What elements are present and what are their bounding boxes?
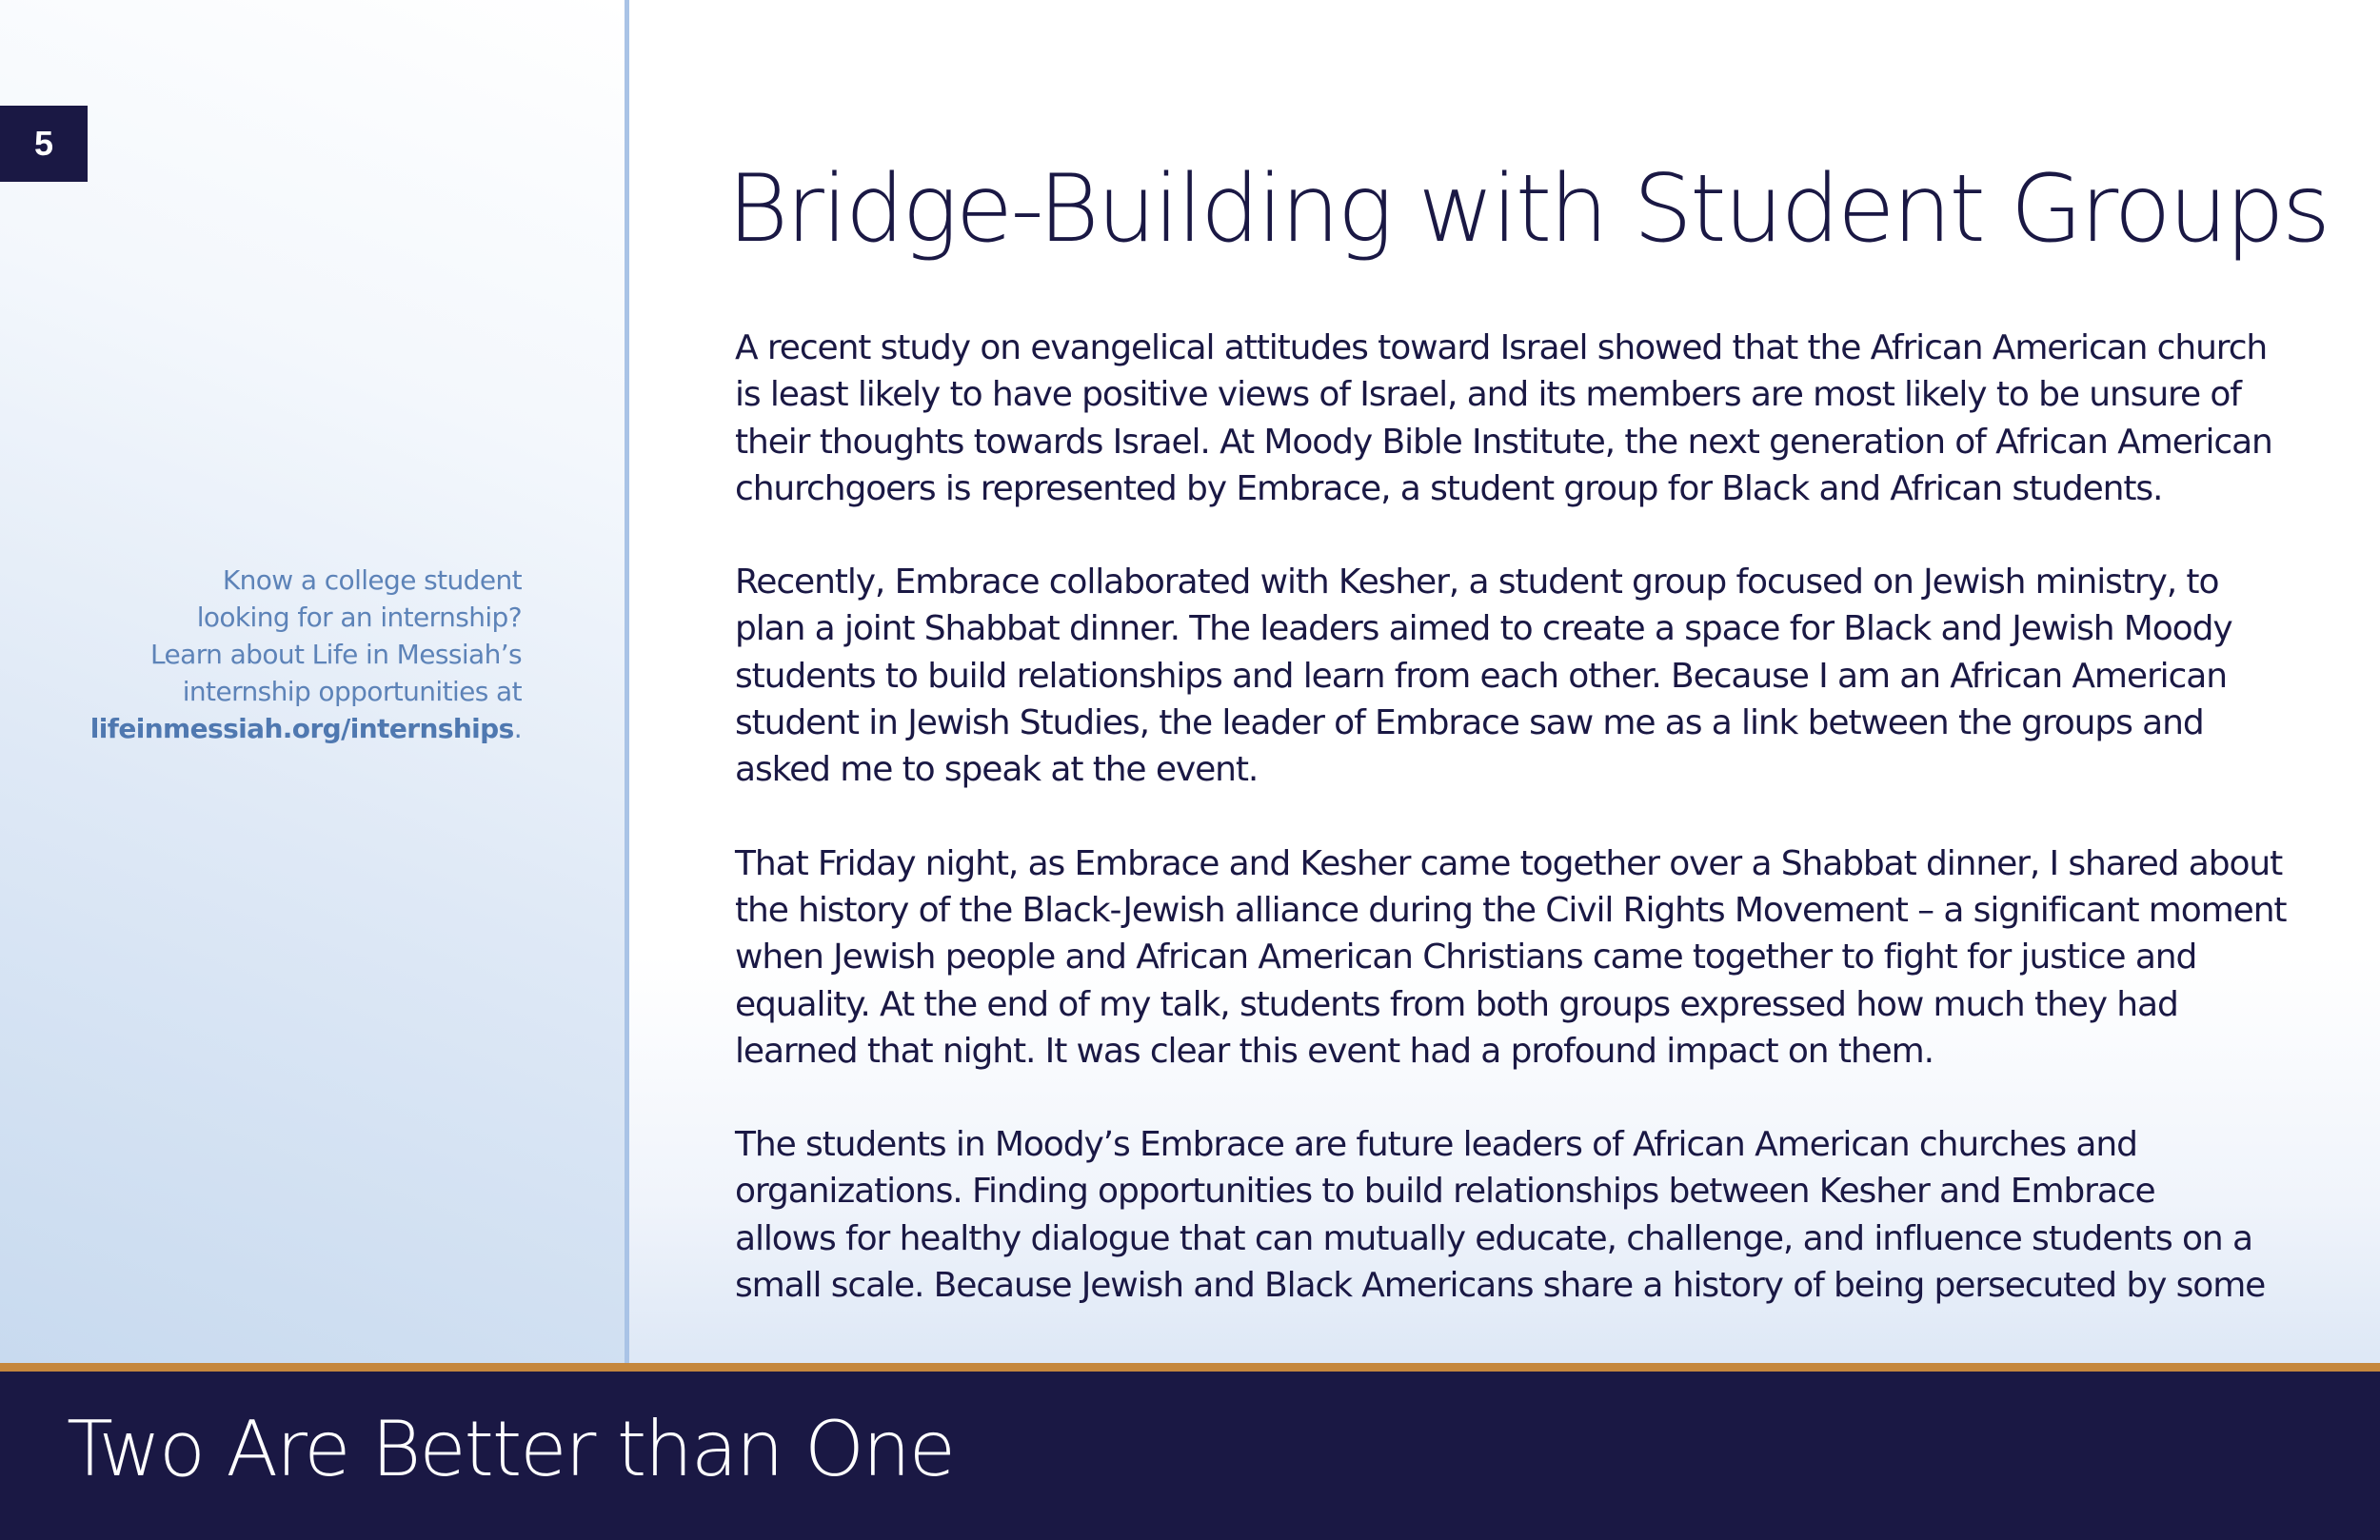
text-line: when Jewish people and African American Christians came together to fight for justice and — [735, 938, 2197, 977]
text-line: learned that night. It was clear this event had a profound impact on them. — [735, 1031, 1934, 1071]
callout-link-line — [38, 710, 522, 747]
text-line: the history of the Black-Jewish alliance during the Civil Rights Movement – a significant moment — [735, 890, 2287, 930]
callout-link-suffix: . — [513, 713, 522, 744]
text-line: equality. At the end of my talk, students from both groups expressed how much they had — [735, 984, 2178, 1024]
text-line: organizations. Finding opportunities to build relationships between Kesher and Embrace — [735, 1172, 2155, 1212]
footer-title: Two Are Better than One — [67, 1405, 954, 1493]
text-line: Recently, Embrace collaborated with Kesher, a student group focused on Jewish ministry, to — [735, 563, 2219, 602]
article-body — [735, 325, 2296, 1355]
text-line: is least likely to have positive views of Israel, and its members are most likely to be unsure of — [735, 375, 2241, 415]
footer-banner — [0, 1363, 2380, 1540]
text-line: plan a joint Shabbat dinner. The leaders aimed to create a space for Black and Jewish Moody — [735, 609, 2232, 649]
callout-line: internship opportunities at — [182, 676, 522, 707]
paragraph-3 — [735, 840, 2296, 1075]
internships-link[interactable]: lifeinmessiah.org/internships — [89, 713, 514, 744]
paragraph-4 — [735, 1121, 2296, 1309]
paragraph-1 — [735, 325, 2296, 512]
text-line: student in Jewish Studies, the leader of Embrace saw me as a link between the groups and — [735, 703, 2204, 743]
text-line: students to build relationships and learn from each other. Because I am an African American — [735, 656, 2227, 696]
text-line: That Friday night, as Embrace and Kesher came together over a Shabbat dinner, I shared about — [735, 843, 2283, 883]
text-line: The students in Moody’s Embrace are future leaders of African American churches and — [735, 1125, 2137, 1165]
text-line: asked me to speak at the event. — [735, 750, 1259, 790]
article-title: Bridge-Building with Student Groups — [727, 155, 2329, 264]
internship-callout — [38, 562, 522, 747]
text-line: churchgoers is represented by Embrace, a student group for Black and African students. — [735, 468, 2163, 508]
text-line: their thoughts towards Israel. At Moody Bible Institute, the next generation of African American — [735, 422, 2272, 462]
callout-line: Know a college student — [222, 564, 522, 596]
text-line: A recent study on evangelical attitudes toward Israel showed that the African American church — [735, 328, 2268, 367]
callout-line: looking for an internship? — [196, 602, 522, 633]
callout-line: Learn about Life in Messiah’s — [150, 639, 522, 670]
column-divider — [625, 0, 629, 1363]
paragraph-2 — [735, 559, 2296, 793]
text-line: small scale. Because Jewish and Black Americans share a history of being persecuted by some — [735, 1266, 2266, 1306]
text-line: allows for healthy dialogue that can mutually educate, challenge, and influence students on a — [735, 1218, 2252, 1258]
page-number: 5 — [0, 106, 88, 182]
